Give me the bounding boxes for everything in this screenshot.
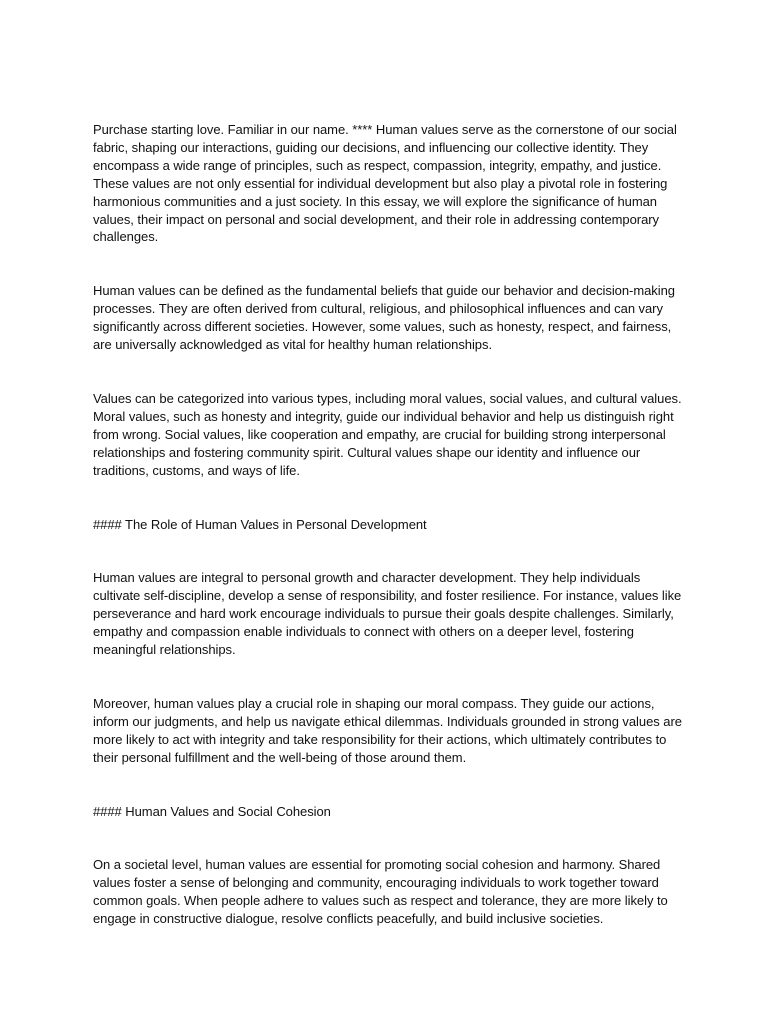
social-cohesion-paragraph: On a societal level, human values are essential for promoting social cohesion and harmony. Shared values foster a sense of belonging and community, encouraging individuals to work together toward common goals. When people adhere to values such as respect and tolerance, they are more likely to engage in constructive dialogue, resolve conflicts peacefully, and build inclusive societies. [93,857,668,927]
document-body [93,121,683,928]
categories-paragraph: Values can be categorized into various types, including moral values, social values, and cultural values. Moral values, such as honesty and integrity, guide our individual behavior and help us distinguish right from wrong. Social values, like cooperation and empathy, are crucial for building strong interpersonal relationships and fostering community spirit. Cultural values shape our identity and influence our traditions, customs, and ways of life. [93,390,682,478]
intro-paragraph: Purchase starting love. Familiar in our name. **** Human values serve as the cornerstone of our social fabric, shaping our interactions, guiding our decisions, and influencing our collective identity. They encompass a wide range of principles, such as respect, compassion, integrity, empathy, and justice. These values are not only essential for individual development but also play a pivotal role in fostering harmonious communities and a just society. In this essay, we will explore the significance of human values, their impact on personal and social development, and their role in addressing contemporary challenges. [93,122,677,245]
personal-growth-paragraph: Human values are integral to personal growth and character development. They help individuals cultivate self-discipline, develop a sense of responsibility, and foster resilience. For instance, values like perseverance and hard work encourage individuals to pursue their goals despite challenges. Similarly, empathy and compassion enable individuals to connect with others on a deeper level, fostering meaningful relationships. [93,570,682,658]
section-heading-social-cohesion: #### Human Values and Social Cohesion [93,803,331,819]
section-heading-personal-development: #### The Role of Human Values in Personal Development [93,516,427,532]
definition-paragraph: Human values can be defined as the fundamental beliefs that guide our behavior and decision-making processes. They are often derived from cultural, religious, and philosophical influences and can vary significantly across different societies. However, some values, such as honesty, respect, and fairness, are universally acknowledged as vital for healthy human relationships. [93,283,675,353]
moral-compass-paragraph: Moreover, human values play a crucial role in shaping our moral compass. They guide our actions, inform our judgments, and help us navigate ethical dilemmas. Individuals grounded in strong values are more likely to act with integrity and take responsibility for their actions, which ultimately contributes to their personal fulfillment and the well-being of those around them. [93,695,682,765]
